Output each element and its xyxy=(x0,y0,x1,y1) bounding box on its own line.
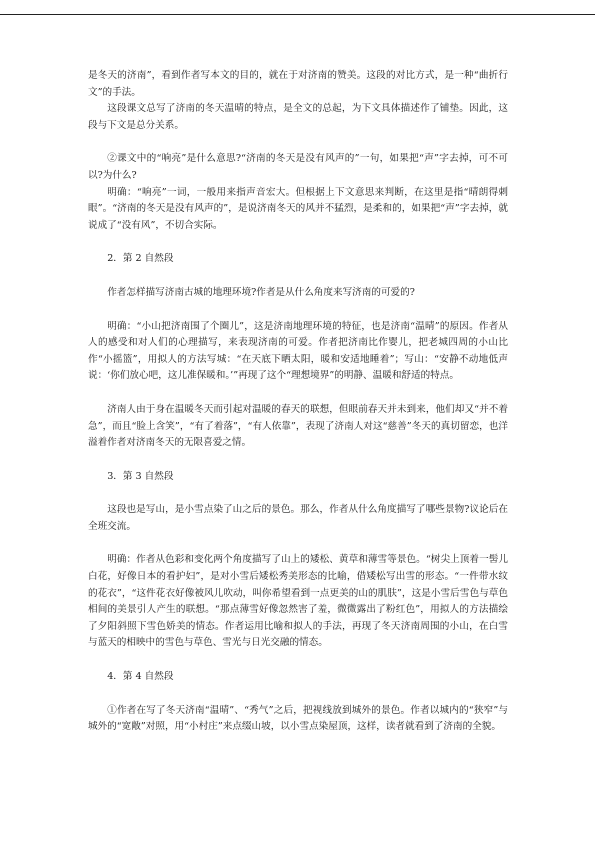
document-body xyxy=(88,68,508,736)
section-heading: 4．第 4 自然段 xyxy=(107,671,174,683)
paragraph: 济南人由于身在温暖冬天而引起对温暖的春天的联想，但眼前春天并未到来，他们却又“并不着急”，而且“脸上含笑”，“有了着落”，“有人依靠”，表现了济南人对这“慈善”冬天的真切留恋，也洋溢着作者对济南冬天的无限喜爱之情。 xyxy=(88,403,508,449)
answer-paragraph: 明确：“小山把济南围了个圈儿”，这是济南地理环境的特征，也是济南“温晴”的原因。作者从人的感受和对人们的心理描写，来表现济南的可爱。作者把济南比作婴儿，把老城四周的小山比作“小摇篮”，用拟人的方法写城：“在天底下晒太阳，暖和安适地睡着”；写山：“安静不动地低声说：‘你们放心吧，这儿准保暖和。’”再现了这个“理想境界”的明静、温暖和舒适的特点。 xyxy=(88,320,508,382)
paragraph-gap xyxy=(88,234,508,251)
question-paragraph: 作者怎样描写济南古城的地理环境?作者是从什么角度来写济南的可爱的? xyxy=(107,286,415,298)
question-paragraph: ②课文中的“响亮”是什么意思?“济南的冬天是没有风声的”一句，如果把“声”字去掉，可不可以?为什么? xyxy=(88,153,508,181)
paragraph-gap xyxy=(88,452,508,469)
answer-paragraph: 明确：作者从色彩和变化两个角度描写了山上的矮松、黄草和薄雪等景色。“树尖上顶着一髻儿白花，好像日本的看护妇”，是对小雪后矮松秀美形态的比喻，借矮松写出雪的形态。“一件带水纹的花衣”，“这件花衣好像被风儿吹动，叫你希望看到一点更美的山的肌肤”，这是小雪后雪色与草色相间的美景引人产生的联想。“那点薄雪好像忽然害了羞，微微露出了粉红色”，用拟人的方法描绘了夕阳斜照下雪色娇美的情态。作者运用比喻和拟人的手法，再现了冬天济南周围的小山，在白雪与蓝天的相映中的雪色与草色、雪光与日光交融的情态。 xyxy=(88,554,508,649)
paragraph-gap xyxy=(88,385,508,402)
paragraph-gap xyxy=(88,485,508,502)
paragraph: 这段课文总写了济南的冬天温晴的特点，是全文的总起，为下文具体描述作了铺垫。因此，这段与下文是总分关系。 xyxy=(88,103,508,131)
paragraph-gap xyxy=(88,686,508,703)
header-rule xyxy=(0,14,595,15)
paragraph-continuation: 是冬天的济南”，看到作者写本文的目的，就在于对济南的赞美。这段的对比方式，是一种“曲折行文”的手法。 xyxy=(88,70,508,98)
paragraph: ①作者在写了冬天济南“温晴”、“秀气”之后，把视线放到城外的景色。作者以城内的“狭窄”与城外的“宽敞”对照，用“小村庄”来点缀山坡，以小雪点染屋顶，这样，读者就看到了济南的全貌。 xyxy=(88,704,508,733)
paragraph-gap xyxy=(88,134,508,151)
section-heading: 2．第 2 自然段 xyxy=(107,253,174,265)
answer-paragraph: 明确：“响亮”一词，一般用来指声音宏大。但根据上下文意思来判断，在这里是指“晴朗得刺眼”。“济南的冬天是没有风声的”，是说济南冬天的风并不猛烈，是柔和的，如果把“声”字去掉，就说成了“没有风”，不切合实际。 xyxy=(88,186,508,231)
paragraph-gap xyxy=(88,302,508,319)
paragraph-gap xyxy=(88,268,508,285)
paragraph-gap xyxy=(88,535,508,552)
paragraph-gap xyxy=(88,652,508,669)
section-heading: 3．第 3 自然段 xyxy=(107,470,174,482)
question-paragraph: 这段也是写山，是小雪点染了山之后的景色。那么，作者从什么角度描写了哪些景物?议论后在全班交流。 xyxy=(88,504,508,532)
